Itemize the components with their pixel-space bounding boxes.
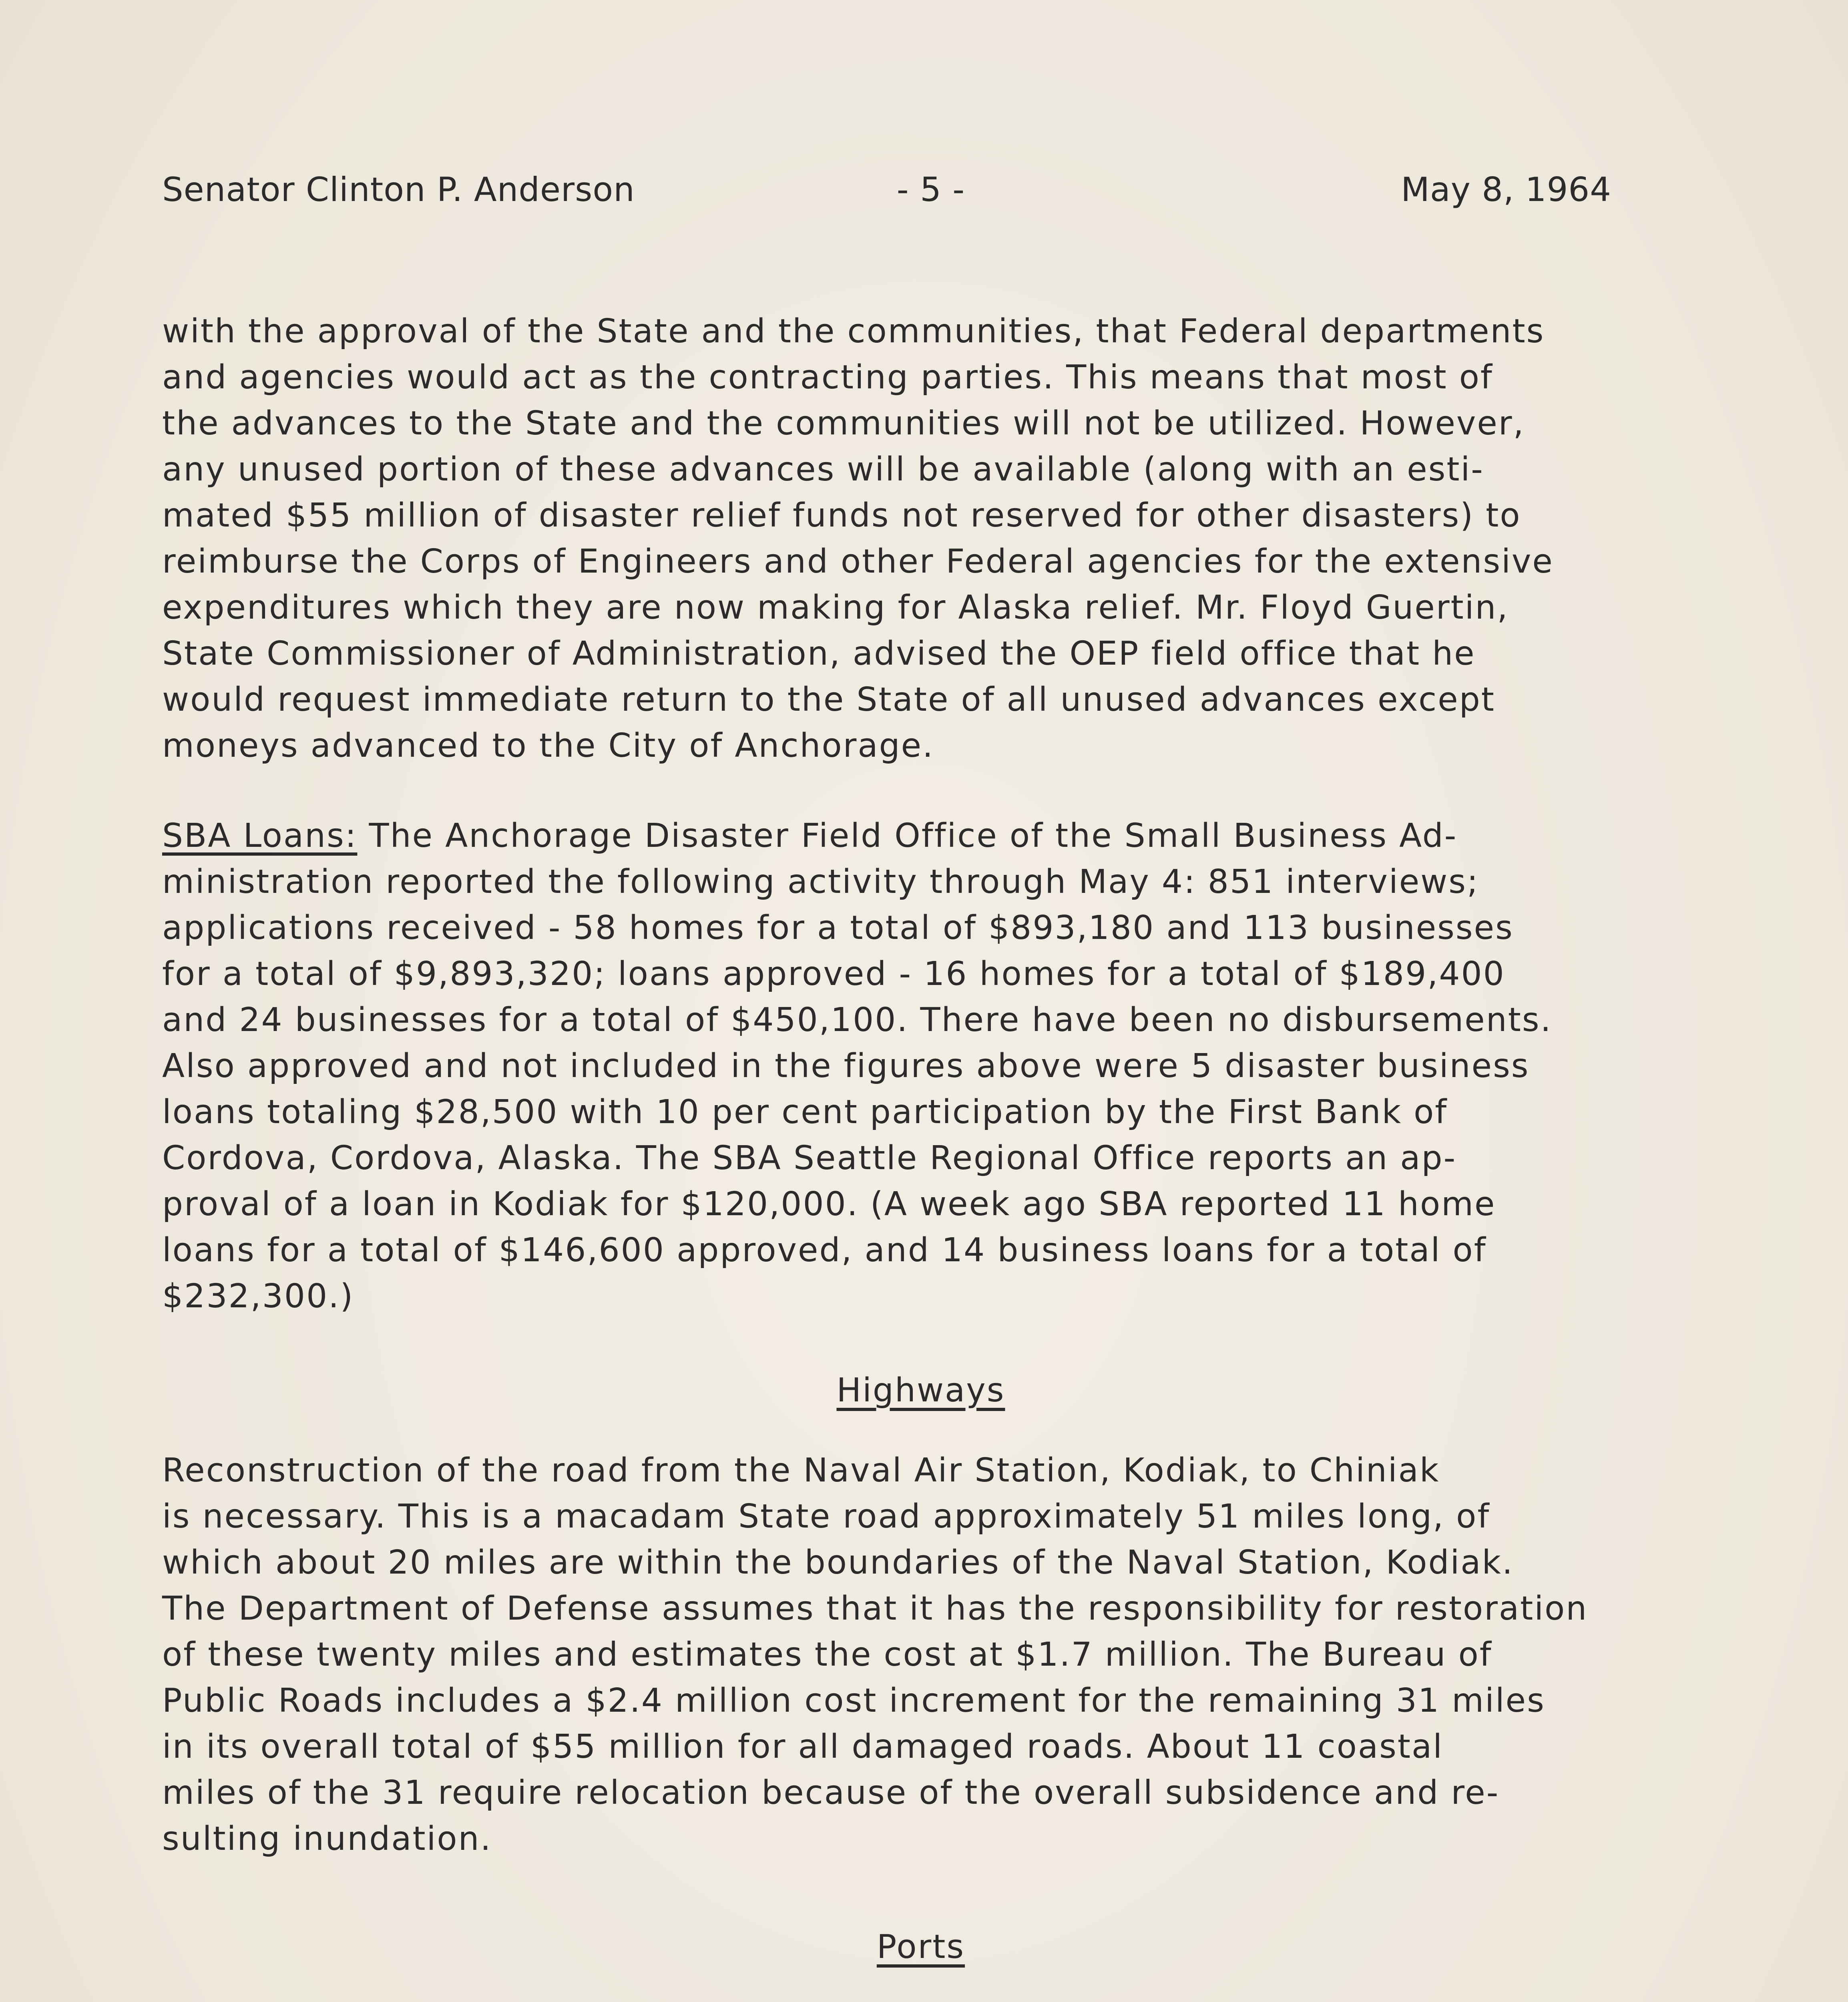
sba-loans-text: The Anchorage Disaster Field Office of the Small Business Ad- ministration reported the following activity through May 4: 851 interviews; applications received - 58 homes for a total of $893,180 and 113 businesses for a total of $9,893,320; loans approved - 16 homes for a total of $189,400 and 24 businesses for a total of $450,100. There have been no disbursements. Also approved and not included in the figures above were 5 disaster business loans totaling $28,500 with 10 per cent participation by the First Bank of Cordova, Cordova, Alaska. The SBA Seattle Regional Office reports an ap- proval of a loan in Kodiak for $120,000. (A week ago SBA reported 11 home loans for a total of $146,600 approved, and 14 business loans for a total of $232,300.) xyxy=(162,817,1552,1315)
paragraph-funds: with the approval of the State and the communities, that Federal departments and agencies would act as the contracting parties. This means that most of the advances to the State and the communities will not be utilized. However, any unused portion of these advances will be available (along with an esti- mated $55 million of disaster relief funds not reserved for other disasters) to reimburse the Corps of Engineers and other Federal agencies for the extensive expenditures which they are now making for Alaska relief. Mr. Floyd Guertin, State Commissioner of Administration, advised the OEP field office that he would request immediate return to the State of all unused advances except moneys advanced to the City of Anchorage. xyxy=(162,312,1554,765)
paragraph-highways: Reconstruction of the road from the Naval Air Station, Kodiak, to Chiniak is necessary. This is a macadam State road approximately 51 miles long, of which about 20 miles are within the boundaries of the Naval Station, Kodiak. The Department of Defense assumes that it has the responsibility for restoration of these twenty miles and estimates the cost at $1.7 million. The Bureau of Public Roads includes a $2.4 million cost increment for the remaining 31 miles in its overall total of $55 million for all damaged roads. About 11 coastal miles of the 31 require relocation because of the overall subsidence and re- sulting inundation. xyxy=(162,1451,1588,1858)
page-header xyxy=(162,170,1611,214)
heading-highways: Highways xyxy=(836,1371,1005,1409)
heading-ports: Ports xyxy=(876,1928,965,1966)
header-addressee: Senator Clinton P. Anderson xyxy=(162,170,635,209)
header-page-number: - 5 - xyxy=(896,170,965,209)
paragraph-sba-loans xyxy=(162,813,1748,1319)
header-date: May 8, 1964 xyxy=(1401,170,1611,209)
sba-loans-label: SBA Loans: xyxy=(162,817,358,855)
